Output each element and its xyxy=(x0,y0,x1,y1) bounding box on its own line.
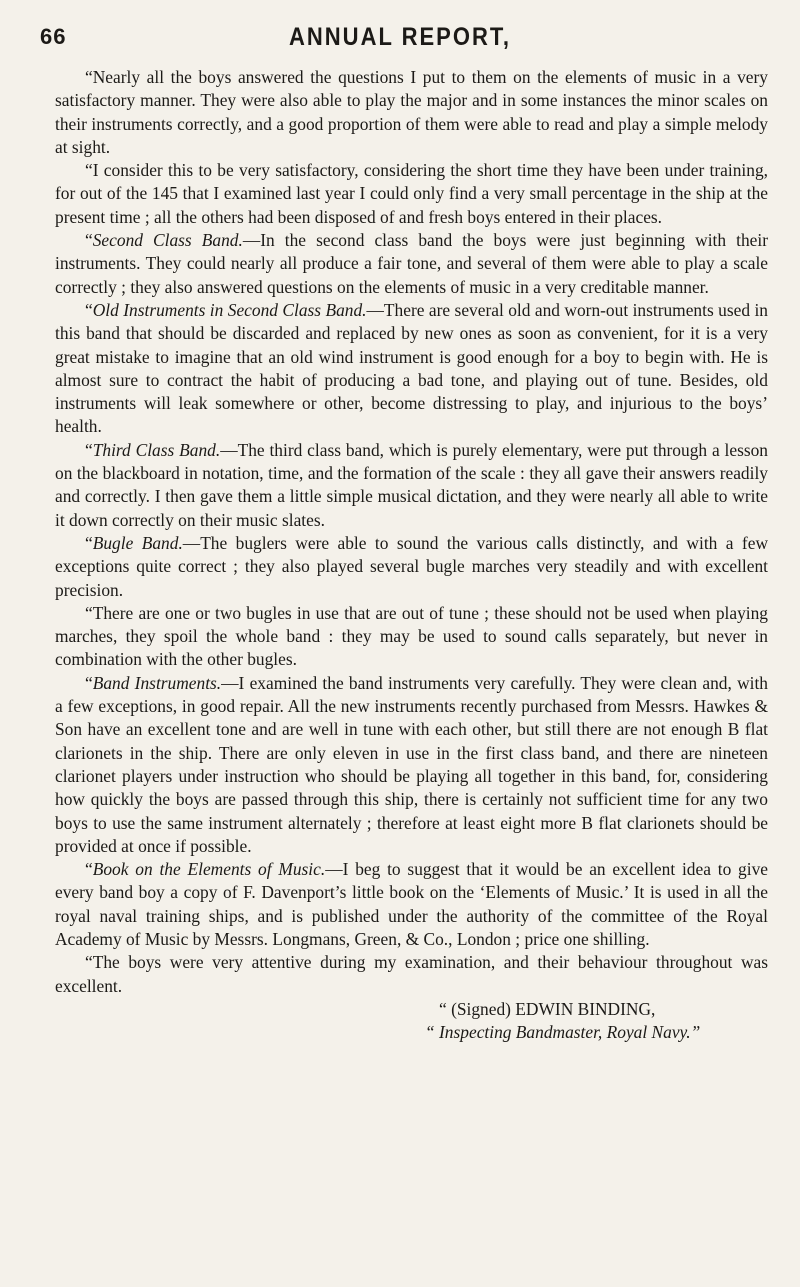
section-title: Second Class Band. xyxy=(92,230,243,251)
paragraph: “Bugle Band.—The buglers were able to sound the various calls distinctly, and with a few exceptions quite correct ; they also played several bugle marches very steadily and with excellent precision. xyxy=(55,532,769,600)
paragraph: “Book on the Elements of Music.—I beg to suggest that it would be an excellent idea to give every band boy a copy of F. Davenport’s little book on the ‘Elements of Music.’ It is used in all the royal naval training ships, and is published under the authority of the committee of the Royal Academy of Music by Messrs. Longmans, Green, & Co., London ; price one shilling. xyxy=(55,859,769,949)
paragraph: “Nearly all the boys answered the questions I put to them on the elements of music in a very satisfactory manner. They were also able to play the major and in some instances the minor scales on their instruments correctly, and a good proportion of them were able to read and play a simple melody at sight. xyxy=(55,67,768,157)
section-title: Band Instruments. xyxy=(92,672,222,693)
paragraph: “The boys were very attentive during my examination, and their behaviour throughout was excellent. xyxy=(55,952,768,996)
paragraph: “I consider this to be very satisfactory, considering the short time they have been under training, for out of the 145 that I examined last year I could only find a very small percentage in the ship at the present time ; all the others had been disposed of and fresh boys entered in their places. xyxy=(55,160,768,227)
paragraph: “Old Instruments in Second Class Band.—There are several old and worn-out instruments used in this band that should be discarded and replaced by new ones as soon as convenient, for it is a very great mistake to imagine that an old wind instrument is good enough for a boy to begin with. He is almost sure to contract the habit of producing a bad tone, and playing out of tune. Besides, old instruments will leak somewhere or other, become distressing to play, and injurious to the boys’ health. xyxy=(55,299,768,437)
page-number: 66 xyxy=(40,24,67,49)
paragraph: “Second Class Band.—In the second class band the boys were just beginning with their instruments. They could nearly all produce a fair tone, and several of them were able to play a scale correctly ; they also answered questions on the elements of music in a very creditable manner. xyxy=(55,230,769,297)
report-body xyxy=(55,66,768,1044)
paragraph: “Third Class Band.—The third class band, which is purely elementary, were put through a lesson on the blackboard in notation, time, and the formation of the scale : they all gave their answers readily and correctly. I then gave them a little simple musical dictation, and they were nearly all able to write it down correctly on their music slates. xyxy=(55,439,768,530)
signature-name: “ (Signed) EDWIN BINDING, xyxy=(439,998,656,1019)
section-title: Book on the Elements of Music. xyxy=(92,859,326,880)
section-title: Third Class Band. xyxy=(92,439,221,460)
section-title: Old Instruments in Second Class Band. xyxy=(92,299,367,320)
page-header xyxy=(40,24,760,54)
paragraph: “Band Instruments.—I examined the band instruments very carefully. They were clean and, with a few exceptions, in good repair. All the new instruments recently purchased from Messrs. Hawkes & Son have an excellent tone and are well in tune with each other, but still there are not enough B flat clarionets in the ship. There are only eleven in use in the first class band, and there are nineteen clarionet players under instruction who should be playing all together in this band, for, considering how quickly the boys are passed through this ship, there is certainly not sufficient time for any two boys to use the same instrument alternately ; therefore at least eight more B flat clarionets should be provided at once if possible. xyxy=(55,672,768,856)
section-title: Bugle Band. xyxy=(92,532,183,553)
paragraph: “There are one or two bugles in use that are out of tune ; these should not be used when playing marches, they spoil the whole band : they may be used to sound calls separately, but never in combination with the other bugles. xyxy=(55,602,768,670)
running-head: ANNUAL REPORT, xyxy=(289,22,511,51)
signature-title: “ Inspecting Bandmaster, Royal Navy.” xyxy=(425,1022,701,1043)
